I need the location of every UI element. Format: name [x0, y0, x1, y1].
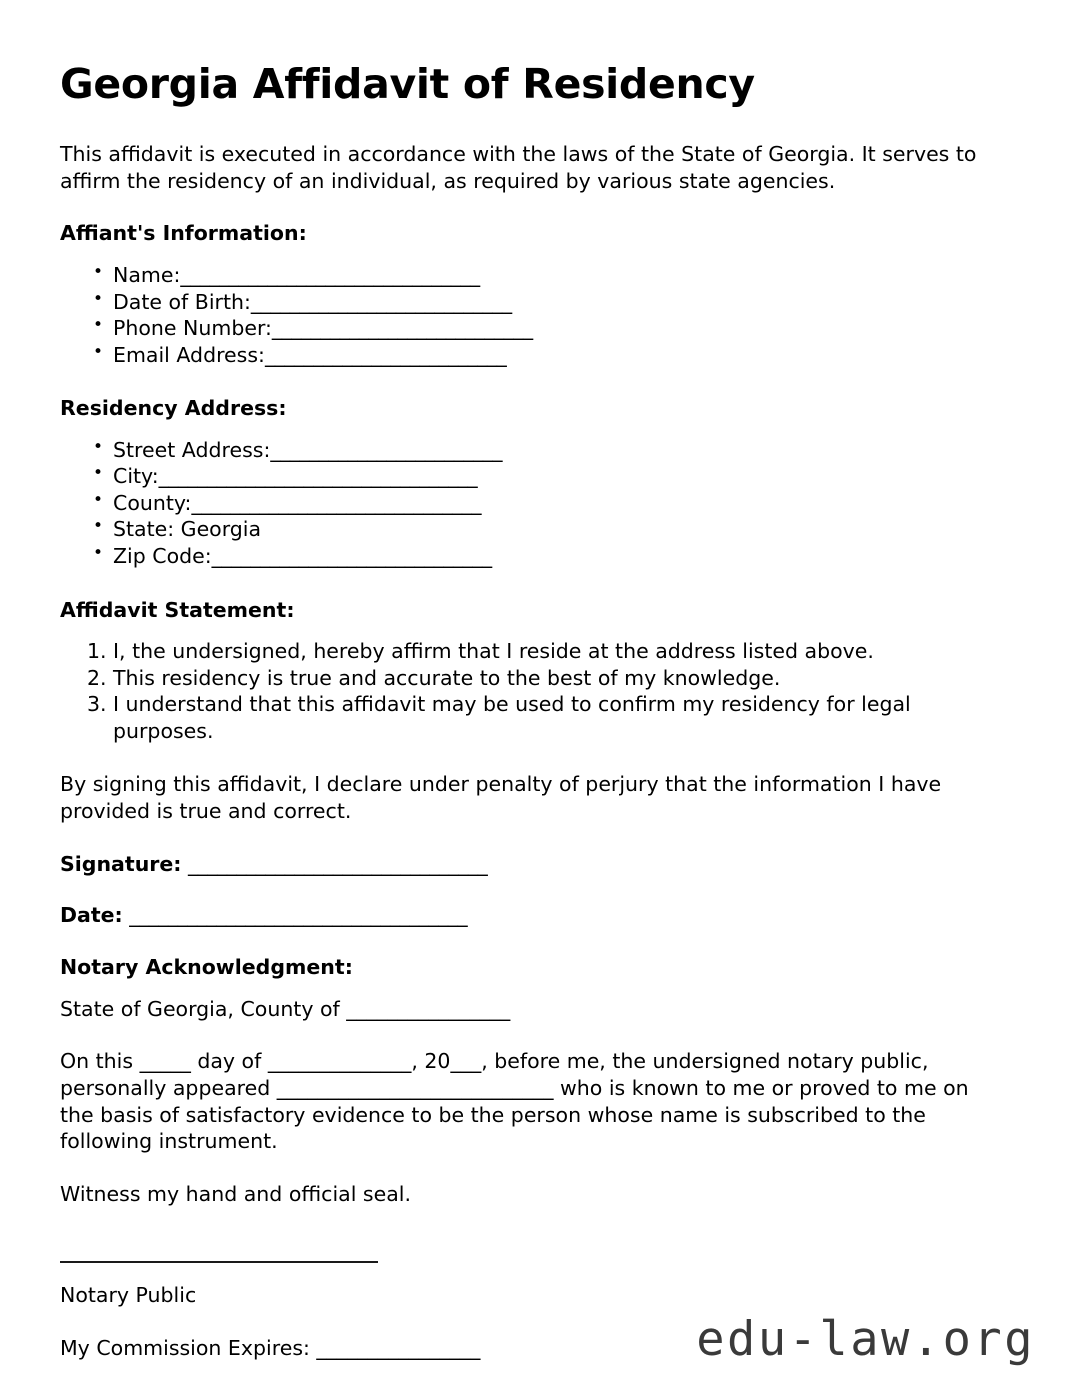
- notary-acknowledgment-heading: Notary Acknowledgment:: [60, 954, 353, 979]
- date-line: [60, 902, 1000, 929]
- affiant-information-heading: Affiant's Information:: [60, 221, 307, 246]
- signature-line: [60, 851, 1000, 878]
- field-label: Phone Number:: [113, 316, 272, 341]
- list-item: I understand that this affidavit may be used to confirm my residency for legal purposes.: [113, 692, 911, 743]
- notary-signature-rule-wrap: [60, 1233, 1000, 1282]
- field-label: Street Address:: [113, 437, 271, 462]
- field-blank[interactable]: ___________________________: [271, 316, 533, 341]
- field-blank[interactable]: _________________________: [264, 342, 507, 367]
- signature-blank[interactable]: _______________________________: [188, 851, 488, 876]
- field-blank[interactable]: ___________________________: [250, 289, 512, 314]
- list-item: I, the undersigned, hereby affirm that I reside at the address listed above.: [113, 639, 874, 664]
- notary-public-label: Notary Public: [60, 1283, 197, 1308]
- notary-signature-rule[interactable]: [60, 1261, 378, 1263]
- declaration-paragraph: By signing this affidavit, I declare under penalty of perjury that the information I have provided is true and correct.: [60, 772, 942, 824]
- affiant-field-list: [60, 262, 1000, 368]
- list-item: This residency is true and accurate to the best of my knowledge.: [113, 665, 781, 690]
- list-item: [60, 490, 1000, 517]
- document-content: [60, 62, 1000, 1388]
- page-title: Georgia Affidavit of Residency: [60, 60, 755, 108]
- list-item: [60, 342, 1000, 369]
- intro-paragraph: This affidavit is executed in accordance with the laws of the State of Georgia. It serves to affirm the residency of an individual, as required by various state agencies.: [60, 142, 977, 193]
- site-watermark: edu-law.org: [696, 1312, 1035, 1367]
- date-blank[interactable]: ___________________________________: [129, 903, 468, 928]
- residency-address-heading: Residency Address:: [60, 396, 287, 421]
- list-item: [60, 463, 1000, 490]
- list-item: [60, 289, 1000, 316]
- residency-field-list: [60, 437, 1000, 570]
- field-label: City:: [113, 464, 159, 489]
- notary-witness-line: Witness my hand and official seal.: [60, 1181, 411, 1206]
- list-item: [60, 516, 1000, 543]
- affidavit-statement-list: [60, 638, 1000, 744]
- field-blank[interactable]: _____________________________: [211, 544, 492, 569]
- field-label: County:: [113, 490, 192, 515]
- field-blank[interactable]: ______________________________: [191, 490, 481, 515]
- field-blank[interactable]: _______________________________: [180, 263, 480, 288]
- date-label: Date:: [60, 903, 123, 928]
- notary-acknowledgment-paragraph[interactable]: On this _____ day of ______________, 20___, before me, the undersigned notary public, personally appeared ___________________________ who is known to me or proved to me on the basis of satisfactory evidence to be the person whose name is subscribed to the following instrument.: [60, 1049, 969, 1154]
- field-label: State: Georgia: [113, 517, 262, 542]
- field-blank[interactable]: _________________________________: [158, 464, 478, 489]
- field-blank[interactable]: ________________________: [270, 437, 502, 462]
- notary-state-county-line[interactable]: State of Georgia, County of ________________: [60, 996, 511, 1021]
- field-label: Name:: [113, 263, 181, 288]
- signature-label: Signature:: [60, 851, 182, 876]
- field-label: Email Address:: [113, 342, 265, 367]
- list-item: [60, 437, 1000, 464]
- field-label: Date of Birth:: [113, 289, 251, 314]
- list-item: [60, 543, 1000, 570]
- field-label: Zip Code:: [113, 544, 212, 569]
- list-item: [60, 262, 1000, 289]
- list-item: [60, 315, 1000, 342]
- affidavit-statement-heading: Affidavit Statement:: [60, 597, 295, 622]
- notary-commission-expires-line[interactable]: My Commission Expires: ________________: [60, 1336, 481, 1361]
